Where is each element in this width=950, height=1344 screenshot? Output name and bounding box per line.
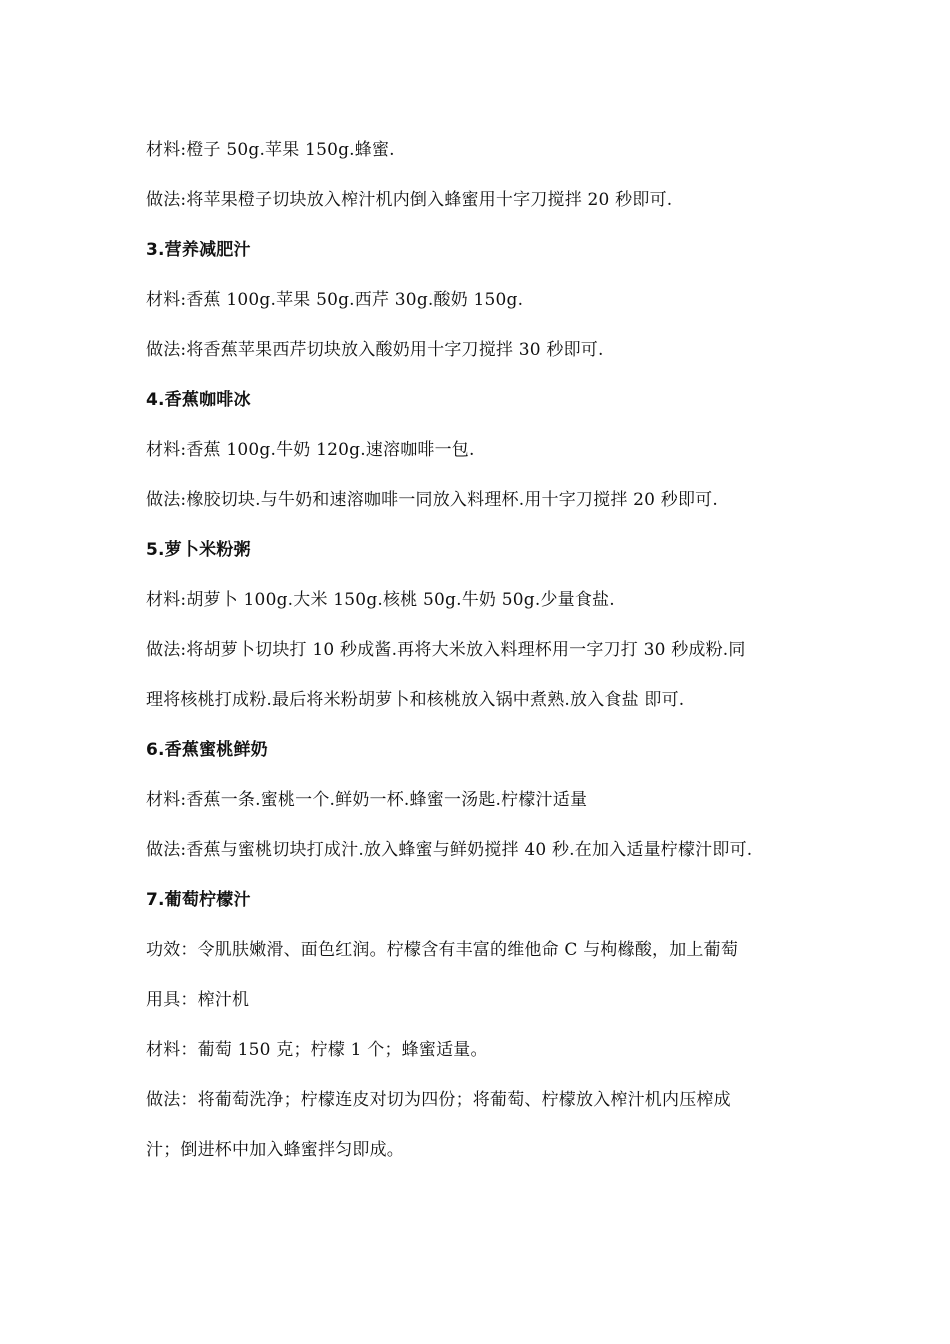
method-line: 做法：将葡萄洗净；柠檬连皮对切为四份；将葡萄、柠檬放入榨汁机内压榨成 bbox=[146, 1090, 731, 1110]
ingredients-line: 材料:香蕉一条.蜜桃一个.鲜奶一杯.蜂蜜一汤匙.柠檬汁适量 bbox=[146, 790, 588, 810]
method-line: 做法:橡胶切块.与牛奶和速溶咖啡一同放入料理杯.用十字刀搅拌 20 秒即可. bbox=[146, 490, 718, 510]
recipe-heading: 7.葡萄柠檬汁 bbox=[146, 890, 251, 910]
ingredients-line: 材料:橙子 50g.苹果 150g.蜂蜜. bbox=[146, 140, 395, 160]
recipe-heading: 5.萝卜米粉粥 bbox=[146, 540, 251, 560]
method-line-continued: 汁；倒进杯中加入蜂蜜拌匀即成。 bbox=[146, 1140, 404, 1160]
effect-line: 功效：令肌肤嫩滑、面色红润。柠檬含有丰富的维他命 C 与枸橼酸，加上葡萄 bbox=[146, 940, 739, 960]
recipe-heading: 3.营养减肥汁 bbox=[146, 240, 251, 260]
method-line: 做法:将胡萝卜切块打 10 秒成酱.再将大米放入料理杯用一字刀打 30 秒成粉.同 bbox=[146, 640, 746, 660]
method-line: 做法:香蕉与蜜桃切块打成汁.放入蜂蜜与鲜奶搅拌 40 秒.在加入适量柠檬汁即可. bbox=[146, 840, 753, 860]
method-line: 做法:将香蕉苹果西芹切块放入酸奶用十字刀搅拌 30 秒即可. bbox=[146, 340, 604, 360]
method-line: 做法:将苹果橙子切块放入榨汁机内倒入蜂蜜用十字刀搅拌 20 秒即可. bbox=[146, 190, 673, 210]
tools-line: 用具：榨汁机 bbox=[146, 990, 250, 1010]
ingredients-line: 材料：葡萄 150 克；柠檬 1 个；蜂蜜适量。 bbox=[146, 1040, 488, 1060]
ingredients-line: 材料:香蕉 100g.苹果 50g.西芹 30g.酸奶 150g. bbox=[146, 290, 524, 310]
ingredients-line: 材料:胡萝卜 100g.大米 150g.核桃 50g.牛奶 50g.少量食盐. bbox=[146, 590, 615, 610]
recipe-heading: 4.香蕉咖啡冰 bbox=[146, 390, 251, 410]
ingredients-line: 材料:香蕉 100g.牛奶 120g.速溶咖啡一包. bbox=[146, 440, 475, 460]
method-line-continued: 理将核桃打成粉.最后将米粉胡萝卜和核桃放入锅中煮熟.放入食盐 即可. bbox=[146, 690, 685, 710]
recipe-heading: 6.香蕉蜜桃鲜奶 bbox=[146, 740, 268, 760]
